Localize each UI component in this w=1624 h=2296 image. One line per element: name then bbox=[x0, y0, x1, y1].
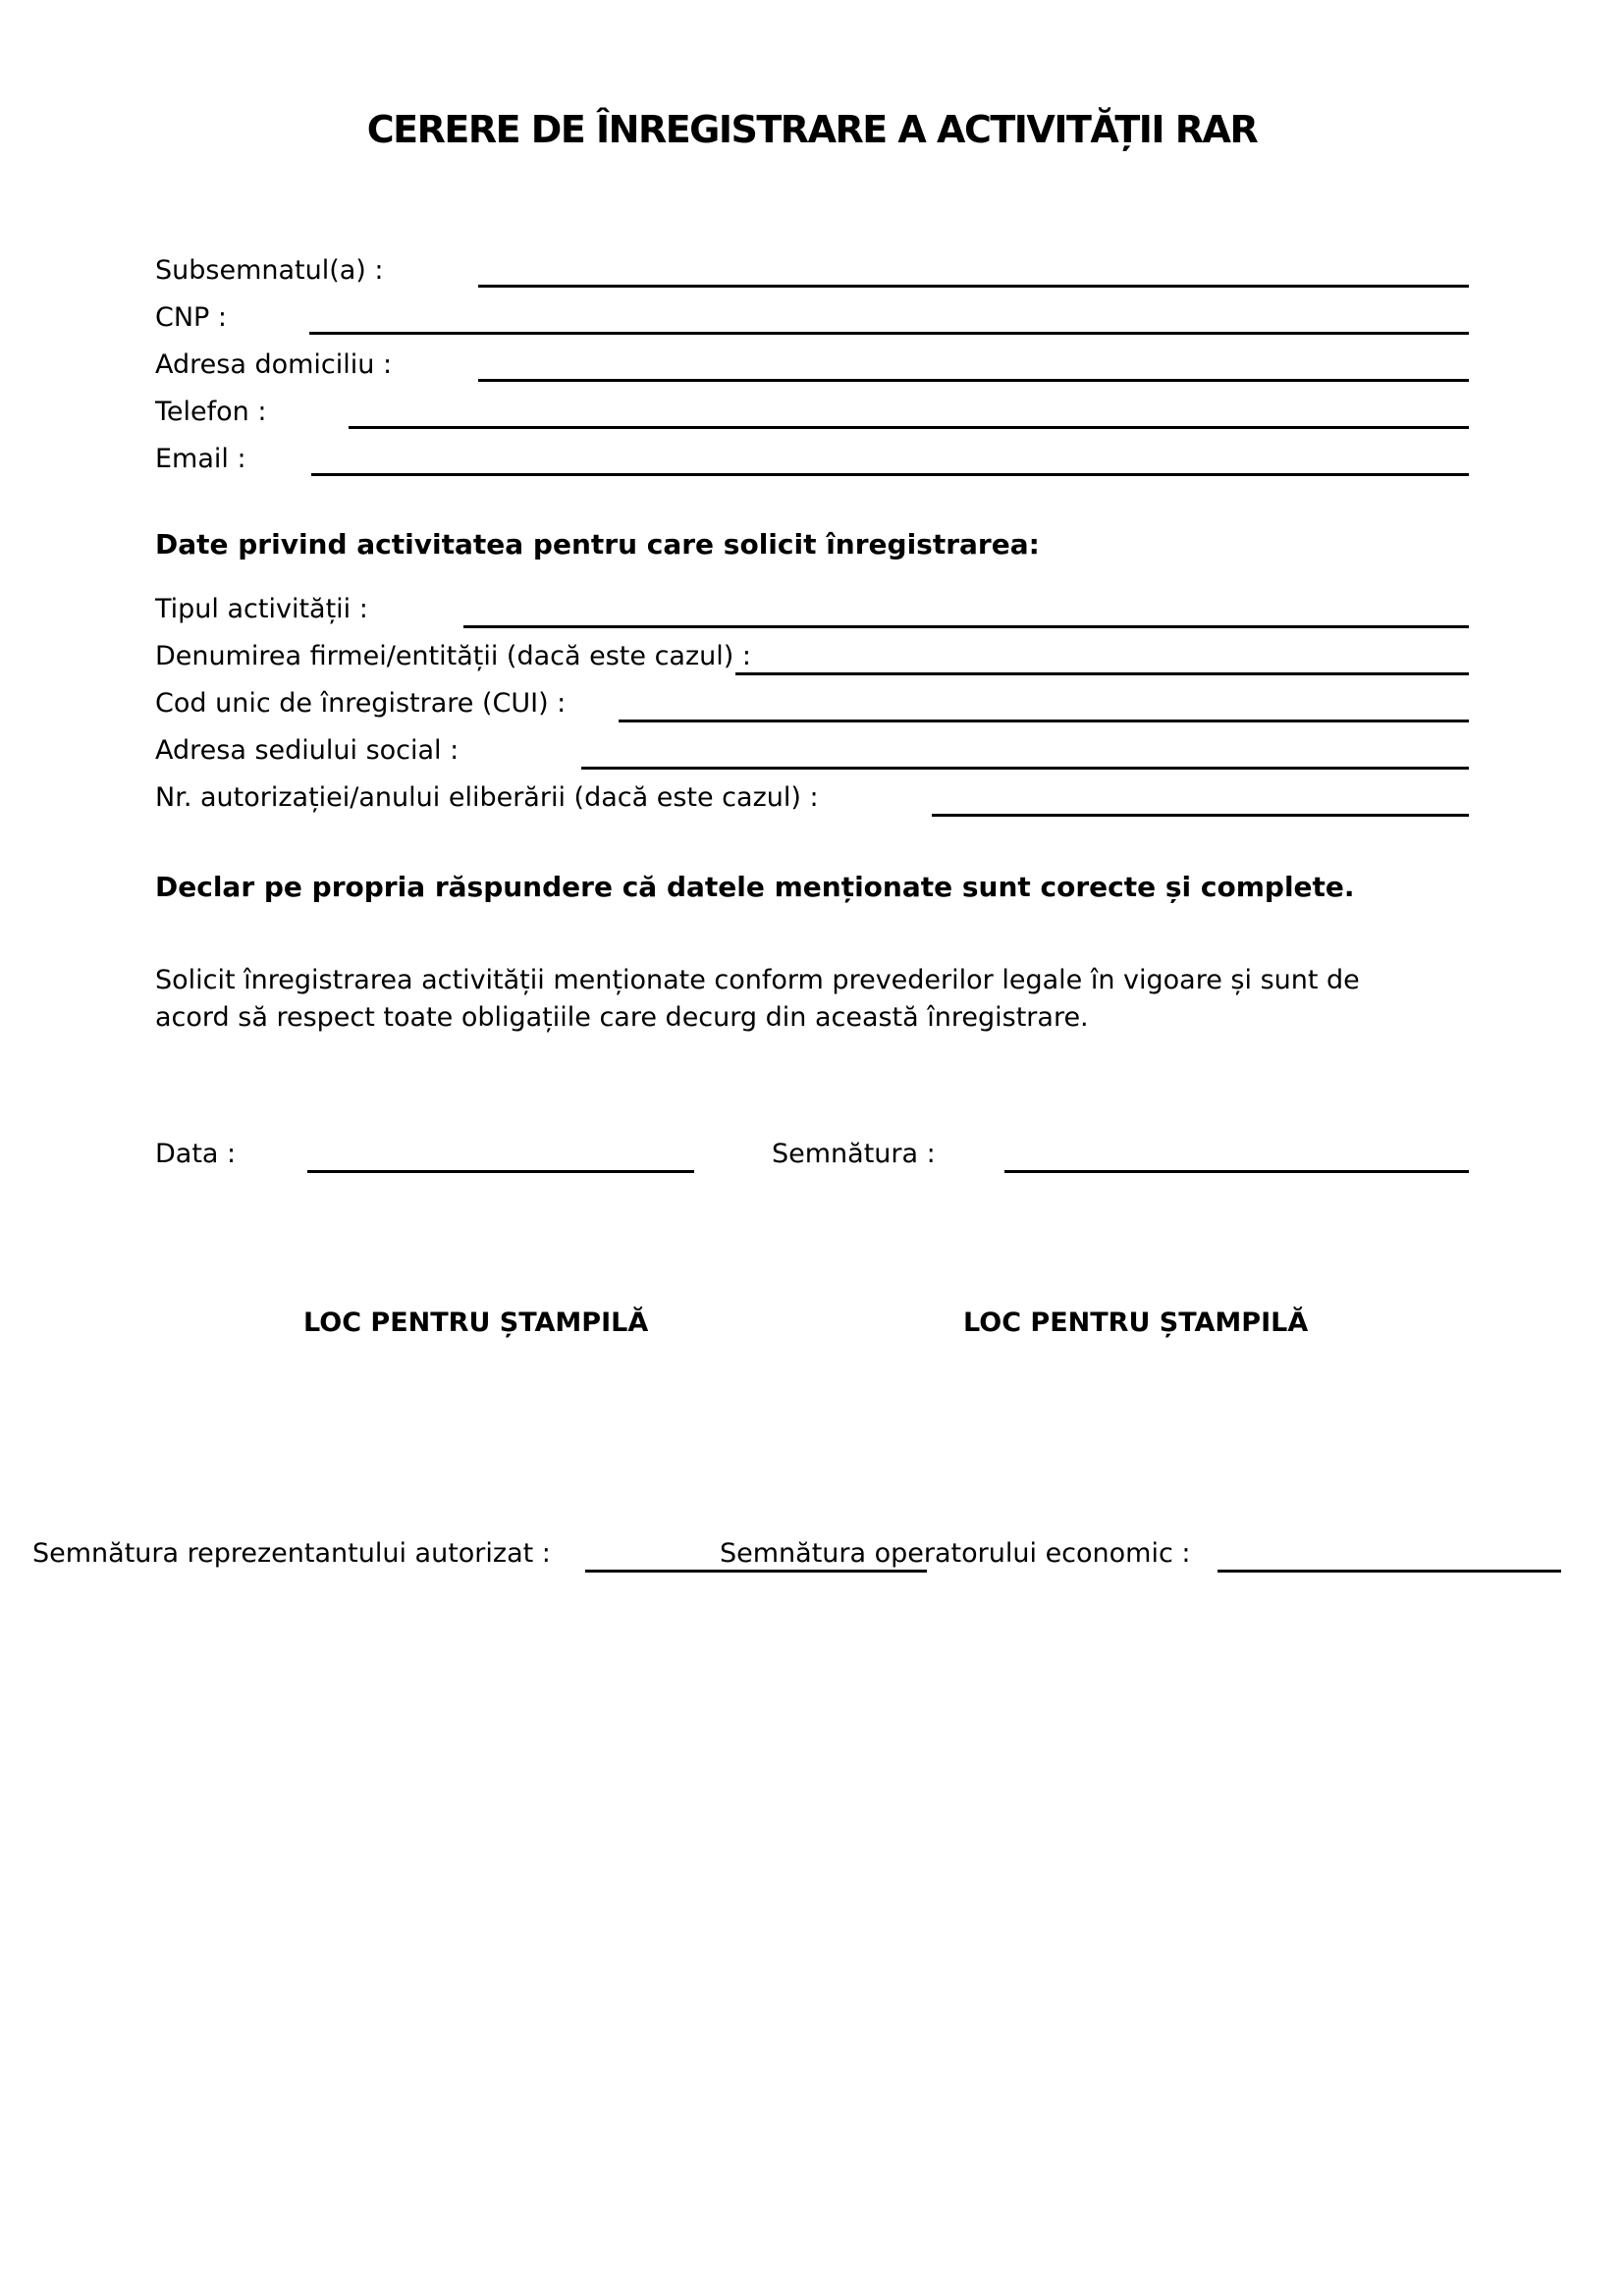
operator-signature-label: Semnătura operatorului economic : bbox=[720, 1538, 1191, 1569]
cui-label: Cod unic de înregistrare (CUI) : bbox=[155, 688, 567, 719]
activity-section-heading: Date privind activitatea pentru care solicit înregistrarea: bbox=[155, 528, 1040, 561]
adresa-domiciliu-label: Adresa domiciliu : bbox=[155, 349, 393, 380]
statement-paragraph: Solicit înregistrarea activității menționate conform prevederilor legale în vigoare și sunt de acord să respect toate obligațiile care decurg din această înregistrare. bbox=[155, 965, 1360, 1033]
cnp-label: CNP : bbox=[155, 302, 228, 333]
telefon-blank-line bbox=[349, 426, 1469, 429]
declaration-heading: Declar pe propria răspundere că datele menționate sunt corecte și complete. bbox=[155, 871, 1355, 903]
representative-signature-blank-line bbox=[585, 1570, 927, 1573]
semnatura-label: Semnătura : bbox=[772, 1139, 936, 1169]
nr-autorizatiei-label: Nr. autorizației/anului eliberării (dacă este cazul) : bbox=[155, 782, 819, 813]
tipul-activitatii-label: Tipul activității : bbox=[155, 594, 368, 624]
stamp-left-label: LOC PENTRU ȘTAMPILĂ bbox=[303, 1308, 649, 1338]
cnp-blank-line bbox=[309, 332, 1469, 335]
subsemnatul-blank-line bbox=[478, 285, 1469, 288]
data-label: Data : bbox=[155, 1139, 237, 1169]
denumirea-firmei-blank-line bbox=[735, 672, 1469, 675]
adresa-sediului-label: Adresa sediului social : bbox=[155, 735, 460, 766]
email-blank-line bbox=[311, 473, 1469, 476]
subsemnatul-label: Subsemnatul(a) : bbox=[155, 255, 384, 286]
operator-signature-blank-line bbox=[1218, 1570, 1561, 1573]
data-blank-line bbox=[307, 1170, 694, 1173]
tipul-activitatii-blank-line bbox=[463, 625, 1469, 628]
representative-signature-label: Semnătura reprezentantului autorizat : bbox=[32, 1538, 551, 1569]
semnatura-blank-line bbox=[1004, 1170, 1469, 1173]
telefon-label: Telefon : bbox=[155, 397, 267, 427]
nr-autorizatiei-blank-line bbox=[932, 814, 1469, 817]
denumirea-firmei-label: Denumirea firmei/entității (dacă este cazul) : bbox=[155, 641, 751, 671]
email-label: Email : bbox=[155, 444, 246, 474]
adresa-domiciliu-blank-line bbox=[478, 379, 1469, 382]
form-title: CERERE DE ÎNREGISTRARE A ACTIVITĂȚII RAR bbox=[366, 108, 1258, 151]
cui-blank-line bbox=[619, 720, 1469, 722]
adresa-sediului-blank-line bbox=[581, 767, 1469, 770]
stamp-right-label: LOC PENTRU ȘTAMPILĂ bbox=[963, 1308, 1309, 1338]
